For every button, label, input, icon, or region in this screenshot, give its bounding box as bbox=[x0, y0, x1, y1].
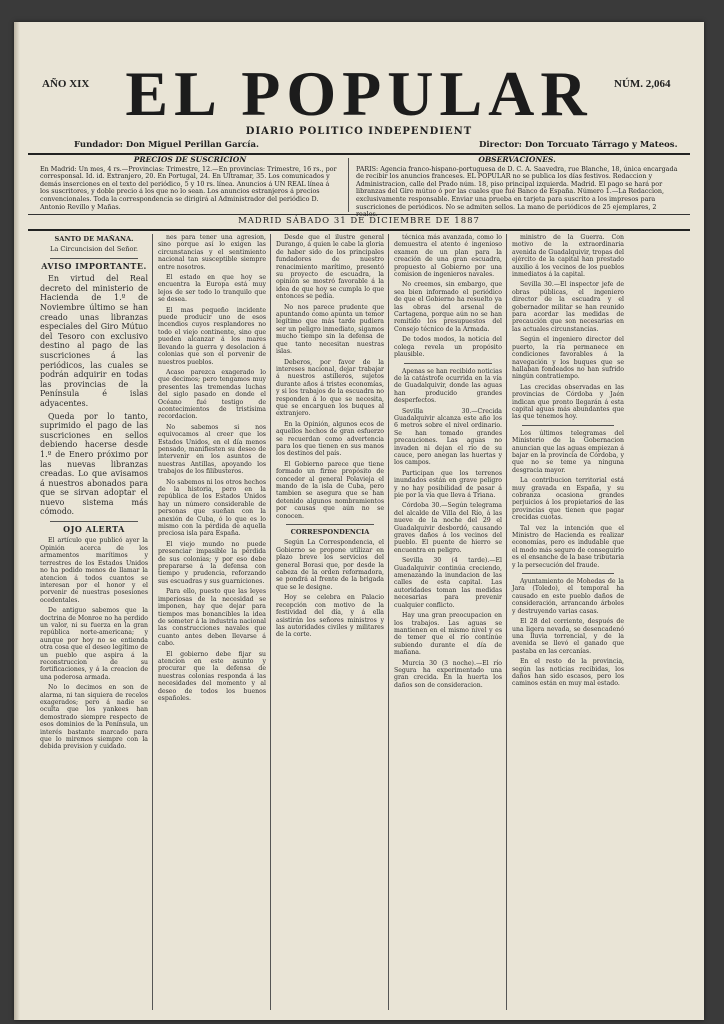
article-paragraph: No sabemos ni los otros hechos de la historia, pero en la república de los Estados Unidos hay un número considerable de personas que sueñan con la anexión de Cuba, ó lo que es lo mismo con la pérdida de aquella preciosa isla para España. bbox=[158, 478, 266, 538]
article-paragraph: El estado en que hoy se encuentra la Europa está muy lejos de ser todo lo tranquilo que se desea. bbox=[158, 274, 266, 304]
dateline-rule-bottom bbox=[28, 229, 690, 231]
article-paragraph: No lo decimos en son de alarma, ni tan siquiera de recelos exagerados; pero á nadie se oculta que los yankees han demostrado siempre respecto de esos dominios de la Península, un interés bastante marcado para que lo miremos siempre con la debida prevision y cuidado. bbox=[40, 684, 148, 751]
separator bbox=[522, 573, 614, 574]
article-paragraph: Sevilla 30.—Crecida Guadalquivir alcanza este año los 6 metros sobre el nivel ordinario. Se han tomado grandes precauciones. Las aguas no invaden ni dejan el río de su cauce, pero anegan las huertas y los campos. bbox=[394, 407, 502, 467]
notice-paragraph: En virtud del Real decreto del ministerio de Hacienda de 1.º de Noviembre último se han creado unas libranzas especiales del Giro Mútuo del Tesoro con exclusivo destino al pago de las suscriciones á las periódicos, las cuales se podrán adquirir en todas las provincias de la Península é islas adyacentes. bbox=[40, 274, 148, 408]
separator bbox=[522, 425, 614, 426]
column-1 bbox=[40, 234, 148, 1010]
article-paragraph: No creemos, sin embargo, que sea bien informado el periódico de que el Gobierno ha resuelto ya las obras del arsenal de Cartagena, porque aún no se han remitido los presupuestos del Consejo técnico de la Armada. bbox=[394, 281, 502, 333]
article-paragraph: técnica más avanzada, como lo demuestra el atento é ingenioso examen de un plan para la creación de una gran escuadra, propuesto al Gobierno por una comision de ingenieros navales. bbox=[394, 234, 502, 279]
article-paragraph: Ayuntamiento de Mohedas de la Jara (Toledo), el temporal ha causado en este pueblo daños de consideración, arrancando árboles y destruyendo varias casas. bbox=[512, 578, 624, 615]
column-4 bbox=[394, 234, 502, 1010]
article-paragraph: El gobierno debe fijar su atencion en este asunto y procurar que la defensa de nuestras colonias responda á las necesidades del momento y al deseo de todos los buenos españoles. bbox=[158, 650, 266, 702]
article-paragraph: El 28 del corriente, después de una ligera nevada, se desencadenó una lluvia torrencial, y de la avenida se llevó el ganado que pastaba en las cercanías. bbox=[512, 618, 624, 655]
article-paragraph: Deberos, por favor de la intereses nacional, dejar trabajar á nuestros astilleros, sujetos durante años á tristes economías, y si los trabajos de la escuadra no responden á lo que se necesita, que se encarguen los buques al extranjero. bbox=[276, 358, 384, 418]
article-paragraph: Hoy se celebra en Palacio recepción con motivo de la festividad del día, y á ella asistirán los señores ministros y las autoridades civiles y militares de la corte. bbox=[276, 594, 384, 639]
director-line: Director: Don Torcuato Tárrago y Mateos. bbox=[479, 140, 678, 150]
saint-heading: SANTO DE MAÑANA. bbox=[54, 235, 134, 243]
column-divider bbox=[270, 234, 271, 1010]
article-paragraph: Según el ingeniero director del puerto, la ria permanece en condiciones favorables á la navegación y los buques que se hallaban fondeados no han sufrido ningún contratiempo. bbox=[512, 336, 624, 381]
article-paragraph: Apenas se han recibido noticias de la catástrofe ocurrida en la vía de Guadalquivir, donde las aguas han producido grandes desperfectos. bbox=[394, 367, 502, 405]
article-paragraph: Murcia 30 (3 noche).—El río Segura ha experimentado una gran crecida. En la huerta los daños son de consideracion. bbox=[394, 659, 502, 689]
dateline: MADRID SÁBADO 31 DE DICIEMBRE DE 1887 bbox=[238, 216, 480, 226]
article-paragraph: nes para tener una agresion, sino porque así lo exigen las circunstancias y el sentimiento nacional tan susceptible siempre entre nosotros. bbox=[158, 234, 266, 271]
issue-year: AÑO XIX bbox=[42, 78, 90, 90]
observations-box bbox=[356, 155, 678, 219]
article-paragraph: No sabemos si nos equivocamos al creer que los Estados Unidos, en el día menos pensado, manifiesten su deseo de intervenir en los asuntos de nuestras Antillas, apoyando los trabajos de los filibusteros. bbox=[158, 423, 266, 476]
column-3 bbox=[276, 234, 384, 1010]
newspaper-page bbox=[14, 22, 704, 1020]
article-paragraph: Los últimos telegramas del Ministerio de la Gobernacion anuncian que las aguas empiezan á bajar en la provincia de Córdoba, y que no se teme ya ninguna desgracia mayor. bbox=[512, 429, 624, 474]
article-paragraph: El artículo que publicó ayer la Opinión acerca de los armamentos marítimos y terrestres de los Estados Unidos no ha podido menos de llamar la atencion á todos cuantos se interesan por el honor y el porvenir de nuestras posesiones ocedentales. bbox=[40, 537, 148, 604]
article-paragraph: Para ello, puesto que las leyes imperiosas de la necesidad se imponen, hay que dejar para tiempos mas bonancibles la idea de someter á la industria nacional las construcciones navales que cuanto antes deben llevarse á cabo. bbox=[158, 588, 266, 648]
section-heading: CORRESPONDENCIA bbox=[290, 528, 370, 537]
article-paragraph: En el resto de la provincia, según las noticias recibidas, los daños han sido escasos, pero los caminos están en muy mal estado. bbox=[512, 658, 624, 688]
separator bbox=[404, 363, 492, 364]
article-paragraph: De todos modos, la noticia del colega revela un propósito plausible. bbox=[394, 336, 502, 359]
article-paragraph: Según La Correspondencia, el Gobierno se propone utilizar en plazo breve los servicios del general Borasi que, por desde la cabeza de la orden reformadora, se pondrá al frente de la brigada que se le designe. bbox=[276, 539, 384, 591]
article-paragraph: Córdoba 30.—Según telegrama del alcalde de Villa del Río, á las nueve de la noche del 29 el Guadalquivir desbordó, causando graves daños á los vecinos del pueblo. El puente de hierro se encuentra en peligro. bbox=[394, 502, 502, 554]
subscription-prices-title: PRECIOS DE SUSCRICION bbox=[133, 155, 247, 164]
article-paragraph: Sevilla 30 (4 tarde).—El Guadalquivir continúa creciendo, amenazando la inundacion de las calles de esta capital. Las autoridades toman las medidas necesarias para prevenir cualquier conflicto. bbox=[394, 557, 502, 609]
notice-paragraph: Queda por lo tanto, suprimido el pago de las suscriciones en sellos debiendo hacerse desde 1.º de Enero próximo por las nuevas libranzas creadas. Lo que avisamos á nuestros abonados para que se sirvan adoptar el nuevo sistema más cómodo. bbox=[40, 411, 148, 517]
observations-text: PARIS: Agencia franco-hispano-portuguesa de D. C. A. Saavedra, rue Blanche, 18, única encargada de recibir los anuncios franceses. EL POPULAR no se publica los días festivos. Redaccion y Administracion, calle del Prado núm. 18, piso principal izquierda. Madrid. El pago se hará por libranzas del Giro mútuo ó por las cuales que fué Banco de España. Número 1.—La Redaccion, exclusivamente responsable. Enviar una prueba en tarjeta para suscrito a los impresos para suscriciones de periódicos. No se admiten sellos. La mano de periódicos de 25 ejemplares, 2 reales. bbox=[356, 164, 678, 219]
info-divider bbox=[348, 158, 349, 212]
observations-title: OBSERVACIONES. bbox=[478, 155, 556, 164]
article-paragraph: De antiguo sabemos que la doctrina de Monroe no ha perdido un valor, ni su fuerza en la gran república norte-americana; y aunque por hoy no se entienda otra cosa que el deseo legítimo de un pueblo que aspira á la reconstruccion de su fortificaciones, y á la creacion de una poderosa armada. bbox=[40, 607, 148, 681]
article-paragraph: Sevilla 30.—El inspector jefe de obras públicas, el ingeniero director de la escuadra y el gobernador militar se han reunido para acordar las medidas de precaución que son necesarias en las actuales circunstancias. bbox=[512, 281, 624, 333]
subscription-prices-text: En Madrid: Un mes, 4 rs.—Provincias: Trimestre, 12.—En provincias: Trimestre, 16 rs., por corresponsal. Id. id. Extranjero, 20. En Portugal, 24. En Ultramar, 35. Los comunicados y demás inserciones en el texto del periódico, 5 y 10 rs. línea. Anuncios á UN REAL línea á los suscritores, y doble precio á los que no lo sean. Los anuncios estranjeros á precios convencionales. Toda la correspondencia se dirigirá al Administrador del periódico D. Antonio Revillo y Mañas. bbox=[40, 164, 337, 211]
subscription-prices-box bbox=[40, 156, 340, 214]
page-edge bbox=[14, 22, 20, 1020]
column-divider bbox=[388, 234, 389, 1010]
column-2 bbox=[158, 234, 266, 1010]
dateline-rule-top bbox=[28, 214, 690, 215]
issue-number: NÚM. 2,064 bbox=[614, 78, 671, 90]
column-5 bbox=[512, 234, 624, 1010]
notice-heading: AVISO IMPORTANTE. bbox=[41, 260, 147, 271]
founder-line: Fundador: Don Miguel Perillan García. bbox=[74, 140, 259, 150]
column-divider bbox=[152, 234, 153, 1010]
article-paragraph: En la Opinión, algunos ecos de aquellos hechos de gran esfuerzo se recuerdan como advertencia para los que tienen en sus manos los destinos del país. bbox=[276, 420, 384, 458]
article-paragraph: El Gobierno parece que tiene formado un firme propósito de conceder al general Polavieja el mando de la isla de Cuba, pero tambien se asegura que se han detenido algunos nombramientos por causas que aún no se conocen. bbox=[276, 460, 384, 520]
article-paragraph: Desde que el ilustre general Durango, á quien le cabe la gloria de haber sido de los principales fundadores de nuestro renacimiento marítimo, presentó su proyecto de escuadra, la opinión se mostró favorable á la idea de que hoy se cumpla lo que entonces se pedía. bbox=[276, 234, 384, 301]
separator bbox=[286, 524, 374, 525]
separator bbox=[50, 258, 138, 259]
article-paragraph: Tal vez la intención que el Ministro de Hacienda es realizar economías, pero es indudable que el modo más seguro de conseguirlo es el ensanche de la base tributaria y la persecución del fraude. bbox=[512, 524, 624, 569]
newspaper-subtitle: DIARIO POLITICO INDEPENDIENT bbox=[245, 126, 473, 137]
article-paragraph: Las crecidas observadas en las provincias de Córdoba y Jaén indican que pronto llegarán á esta capital aguas más abundantes que las que tenemos hoy. bbox=[512, 383, 624, 421]
column-divider bbox=[506, 234, 507, 1010]
article-paragraph: Hay una gran preocupacion en los trabajos. Las aguas se mantienen en el mismo nivel y es de temer que el río continúe subiendo durante el día de mañana. bbox=[394, 612, 502, 657]
separator bbox=[50, 521, 138, 522]
article-paragraph: La contribucion territorial está muy gravada en España, y su cobranza ocasiona grandes perjuicios á los propietarios de las provincias que tienen que pagar crecidas cuotas. bbox=[512, 477, 624, 522]
article-paragraph: Acaso parezca exagerado lo que decimos; pero tengamos muy presentes las tremendas luchas del siglo pasado en donde el Océano fué testigo de acontecimientos de tristísima recordacion. bbox=[158, 368, 266, 421]
article-paragraph: El mas pequeño incidente puede producir uno de esos incendios cuyos resplandores no todo el viejo continente, sino que pueden alcanzar á los mares llevando la guerra y desolacion á colonias que son el porvenir de nuestros pueblos. bbox=[158, 306, 266, 366]
saint-text: La Circuncision del Señor. bbox=[50, 245, 138, 254]
article-heading: OJO ALERTA bbox=[63, 524, 125, 535]
article-paragraph: Participan que los terrenos inundados están en grave peligro y no hay posibilidad de pasar á pie por la vía que lleva á Triana. bbox=[394, 469, 502, 499]
article-paragraph: El viejo mundo no puede presenciar impasible la pérdida de sus colonias; y por eso debe prepararse á la defensa con tiempo y prudencia, reforzando sus escuadras y sus guarniciones. bbox=[158, 540, 266, 585]
header-rule bbox=[28, 153, 690, 155]
article-paragraph: No nos parece prudente que apuntando como apunta un temor legítimo que más tarde pudiera ser un peligro inmediato, sigamos mucho tiempo sin la defensa de que tanto necesitan nuestras islas. bbox=[276, 303, 384, 356]
article-paragraph: ministro de la Guerra. Con motivo de la extraordinaria avenida de Guadalquivir, tropas del ejército de la capital han prestado auxilio á los vecinos de los pueblos inmediatos á la capital. bbox=[512, 234, 624, 279]
newspaper-title: EL POPULAR bbox=[125, 58, 593, 129]
